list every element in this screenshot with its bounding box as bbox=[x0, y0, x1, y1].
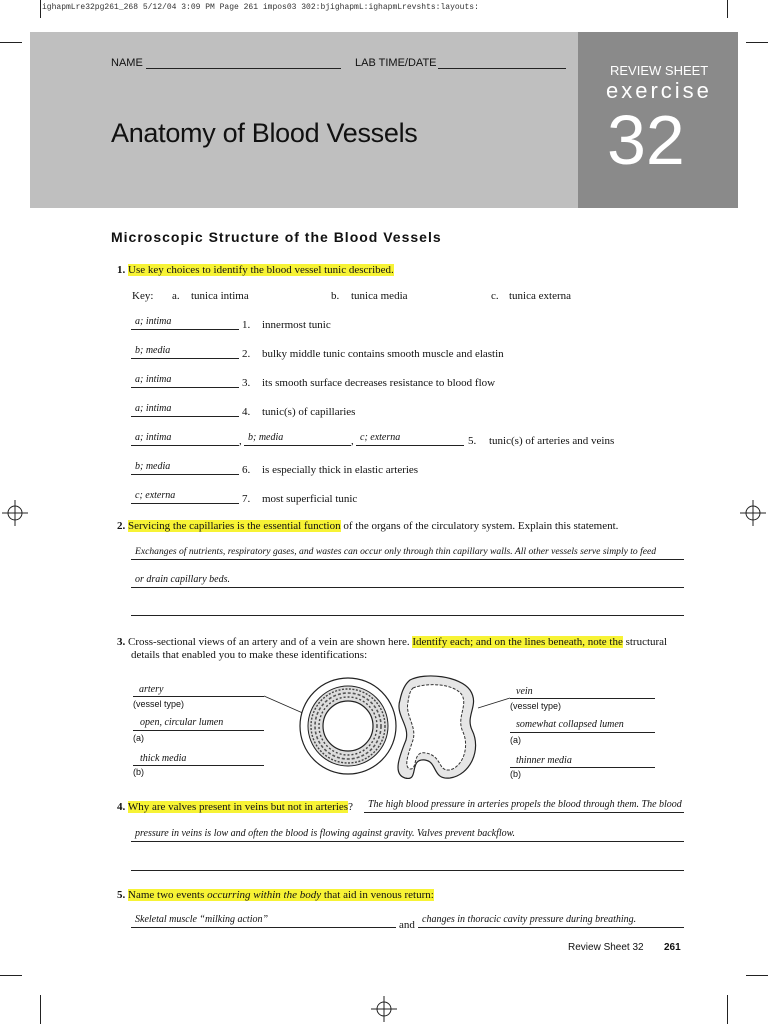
crop-mark bbox=[746, 975, 768, 976]
question-number: 5. bbox=[117, 889, 126, 901]
question-3-text: Cross-sectional views of an artery and of a vein are shown here. bbox=[128, 636, 413, 648]
answer-blank[interactable]: b; media bbox=[248, 432, 284, 443]
right-vessel-type-label: (vessel type) bbox=[510, 701, 562, 711]
left-b-label: (b) bbox=[133, 767, 144, 777]
answer-blank[interactable]: c; externa bbox=[135, 490, 176, 501]
answer-line bbox=[510, 767, 655, 768]
question-number: 1. bbox=[117, 264, 126, 276]
item-number: 2. bbox=[242, 348, 251, 360]
key-b-text: tunica media bbox=[351, 290, 408, 302]
left-b-answer[interactable]: thick media bbox=[140, 753, 187, 764]
question-2-text: of the organs of the circulatory system. Explain this statement. bbox=[340, 520, 619, 532]
question-2-answer-line-2[interactable]: or drain capillary beds. bbox=[135, 574, 230, 585]
answer-line bbox=[133, 730, 264, 731]
crop-mark bbox=[0, 975, 22, 976]
answer-line bbox=[133, 765, 264, 766]
slug-line: ighapmLre32pg261_268 5/12/04 3:09 PM Page 261 impos03 302:bjighapmL:ighapmLrevshts:layouts: bbox=[42, 3, 479, 12]
key-b-letter: b. bbox=[331, 290, 340, 302]
right-a-label: (a) bbox=[510, 735, 521, 745]
key-a-text: tunica intima bbox=[191, 290, 249, 302]
and-word: and bbox=[399, 919, 415, 931]
key-c-letter: c. bbox=[491, 290, 499, 302]
exercise-number: 32 bbox=[607, 101, 685, 179]
artery-cross-section bbox=[300, 678, 396, 774]
question-3-text-end: structural bbox=[622, 636, 668, 648]
registration-mark-bottom bbox=[371, 996, 397, 1022]
question-2 bbox=[117, 519, 618, 533]
item-number: 5. bbox=[468, 435, 477, 447]
item-text: tunic(s) of arteries and veins bbox=[489, 435, 615, 447]
section-title: Microscopic Structure of the Blood Vessels bbox=[111, 229, 442, 245]
lab-time-label: LAB TIME/DATE bbox=[355, 57, 437, 69]
crop-mark bbox=[727, 0, 728, 18]
answer-line bbox=[131, 445, 239, 446]
answer-blank[interactable]: c; externa bbox=[360, 432, 401, 443]
exercise-word: exercise bbox=[606, 78, 712, 103]
answer-line bbox=[510, 732, 655, 733]
question-5-hl-pre: Name two events bbox=[128, 889, 208, 901]
footer-label: Review Sheet 32 bbox=[568, 942, 644, 953]
answer-line bbox=[131, 615, 684, 616]
crop-mark bbox=[40, 995, 41, 1024]
item-text: is especially thick in elastic arteries bbox=[262, 464, 419, 476]
question-2-answer-line-1[interactable]: Exchanges of nutrients, respiratory gases, and wastes can occur only through thin capillary walls. All other vessels serve simply to feed bbox=[135, 546, 657, 557]
answer-line bbox=[131, 870, 684, 871]
item-number: 7. bbox=[242, 493, 251, 505]
item-text: tunic(s) of capillaries bbox=[262, 406, 356, 418]
right-b-answer[interactable]: thinner media bbox=[516, 755, 572, 766]
answer-line bbox=[131, 474, 239, 475]
answer-blank[interactable]: a; intima bbox=[135, 403, 172, 414]
answer-blank[interactable]: a; intima bbox=[135, 316, 172, 327]
question-3-highlight: Identify each; and on the lines beneath, note the bbox=[412, 636, 623, 648]
answer-line bbox=[131, 927, 396, 928]
registration-mark-right bbox=[740, 500, 766, 526]
crop-mark bbox=[746, 42, 768, 43]
question-5-highlight bbox=[128, 889, 434, 901]
item-number: 6. bbox=[242, 464, 251, 476]
question-3 bbox=[117, 635, 667, 649]
answer-line bbox=[510, 698, 655, 699]
right-b-label: (b) bbox=[510, 769, 521, 779]
crop-mark bbox=[0, 42, 22, 43]
answer-line bbox=[131, 387, 239, 388]
left-vessel-type-answer[interactable]: artery bbox=[139, 684, 164, 695]
question-number: 4. bbox=[117, 801, 126, 813]
question-5 bbox=[117, 888, 434, 902]
key-label: Key: bbox=[132, 290, 154, 302]
answer-line bbox=[356, 445, 464, 446]
registration-mark-left bbox=[2, 500, 28, 526]
answer-line bbox=[131, 559, 684, 560]
name-field[interactable] bbox=[146, 68, 341, 69]
question-5-answer-1[interactable]: Skeletal muscle “milking action” bbox=[135, 914, 269, 925]
question-2-highlight: Servicing the capillaries is the essential function bbox=[128, 520, 341, 532]
vein-cross-section bbox=[398, 676, 476, 779]
crop-mark bbox=[40, 0, 41, 18]
answer-blank[interactable]: b; media bbox=[135, 345, 171, 356]
left-vessel-type-label: (vessel type) bbox=[133, 699, 185, 709]
item-text: innermost tunic bbox=[262, 319, 331, 331]
question-number: 3. bbox=[117, 636, 126, 648]
item-text: its smooth surface decreases resistance to blood flow bbox=[262, 377, 496, 389]
page-title: Anatomy of Blood Vessels bbox=[111, 118, 418, 148]
item-number: 3. bbox=[242, 377, 251, 389]
answer-line bbox=[131, 841, 684, 842]
question-4-answer-line-2[interactable]: pressure in veins is low and often the blood is flowing against gravity. Valves prevent backflow. bbox=[135, 828, 516, 839]
name-label: NAME bbox=[111, 57, 143, 69]
item-number: 1. bbox=[242, 319, 251, 331]
answer-blank[interactable]: a; intima bbox=[135, 432, 172, 443]
question-number: 2. bbox=[117, 520, 126, 532]
question-3-line-2: details that enabled you to make these identifications: bbox=[131, 649, 368, 661]
item-text: most superficial tunic bbox=[262, 493, 358, 505]
vessel-cross-section-illustration bbox=[260, 670, 520, 790]
answer-line bbox=[131, 358, 239, 359]
page-number: 261 bbox=[664, 942, 681, 953]
left-a-label: (a) bbox=[133, 733, 144, 743]
question-5-hl-italic: occurring within the body bbox=[207, 889, 322, 901]
right-a-answer[interactable]: somewhat collapsed lumen bbox=[516, 719, 624, 730]
answer-line bbox=[131, 416, 239, 417]
question-5-answer-2[interactable]: changes in thoracic cavity pressure during breathing. bbox=[422, 914, 637, 925]
right-vessel-type-answer[interactable]: vein bbox=[516, 686, 533, 697]
answer-line bbox=[131, 587, 684, 588]
answer-line bbox=[131, 329, 239, 330]
question-4 bbox=[117, 800, 353, 814]
question-1-prompt: Use key choices to identify the blood vessel tunic described. bbox=[128, 264, 394, 276]
review-sheet-label: REVIEW SHEET bbox=[610, 63, 709, 78]
lab-time-field[interactable] bbox=[438, 68, 566, 69]
answer-line bbox=[131, 503, 239, 504]
question-5-hl-post: that aid in venous return: bbox=[321, 889, 434, 901]
answer-blank[interactable]: b; media bbox=[135, 461, 171, 472]
answer-line bbox=[133, 696, 264, 697]
item-number: 4. bbox=[242, 406, 251, 418]
separator: , bbox=[239, 435, 242, 447]
left-a-answer[interactable]: open, circular lumen bbox=[140, 717, 224, 728]
crop-mark bbox=[727, 995, 728, 1024]
answer-line bbox=[364, 812, 684, 813]
answer-blank[interactable]: a; intima bbox=[135, 374, 172, 385]
question-4-highlight: Why are valves present in veins but not in arteries bbox=[127, 801, 349, 813]
question-4-qmark: ? bbox=[348, 801, 353, 813]
item-text: bulky middle tunic contains smooth muscle and elastin bbox=[262, 348, 504, 360]
question-1 bbox=[117, 263, 394, 277]
key-a-letter: a. bbox=[172, 290, 180, 302]
answer-line bbox=[418, 927, 684, 928]
separator: , bbox=[351, 435, 354, 447]
answer-line bbox=[244, 445, 351, 446]
question-4-answer-line-1[interactable]: The high blood pressure in arteries propels the blood through them. The blood bbox=[368, 799, 682, 810]
key-c-text: tunica externa bbox=[509, 290, 571, 302]
